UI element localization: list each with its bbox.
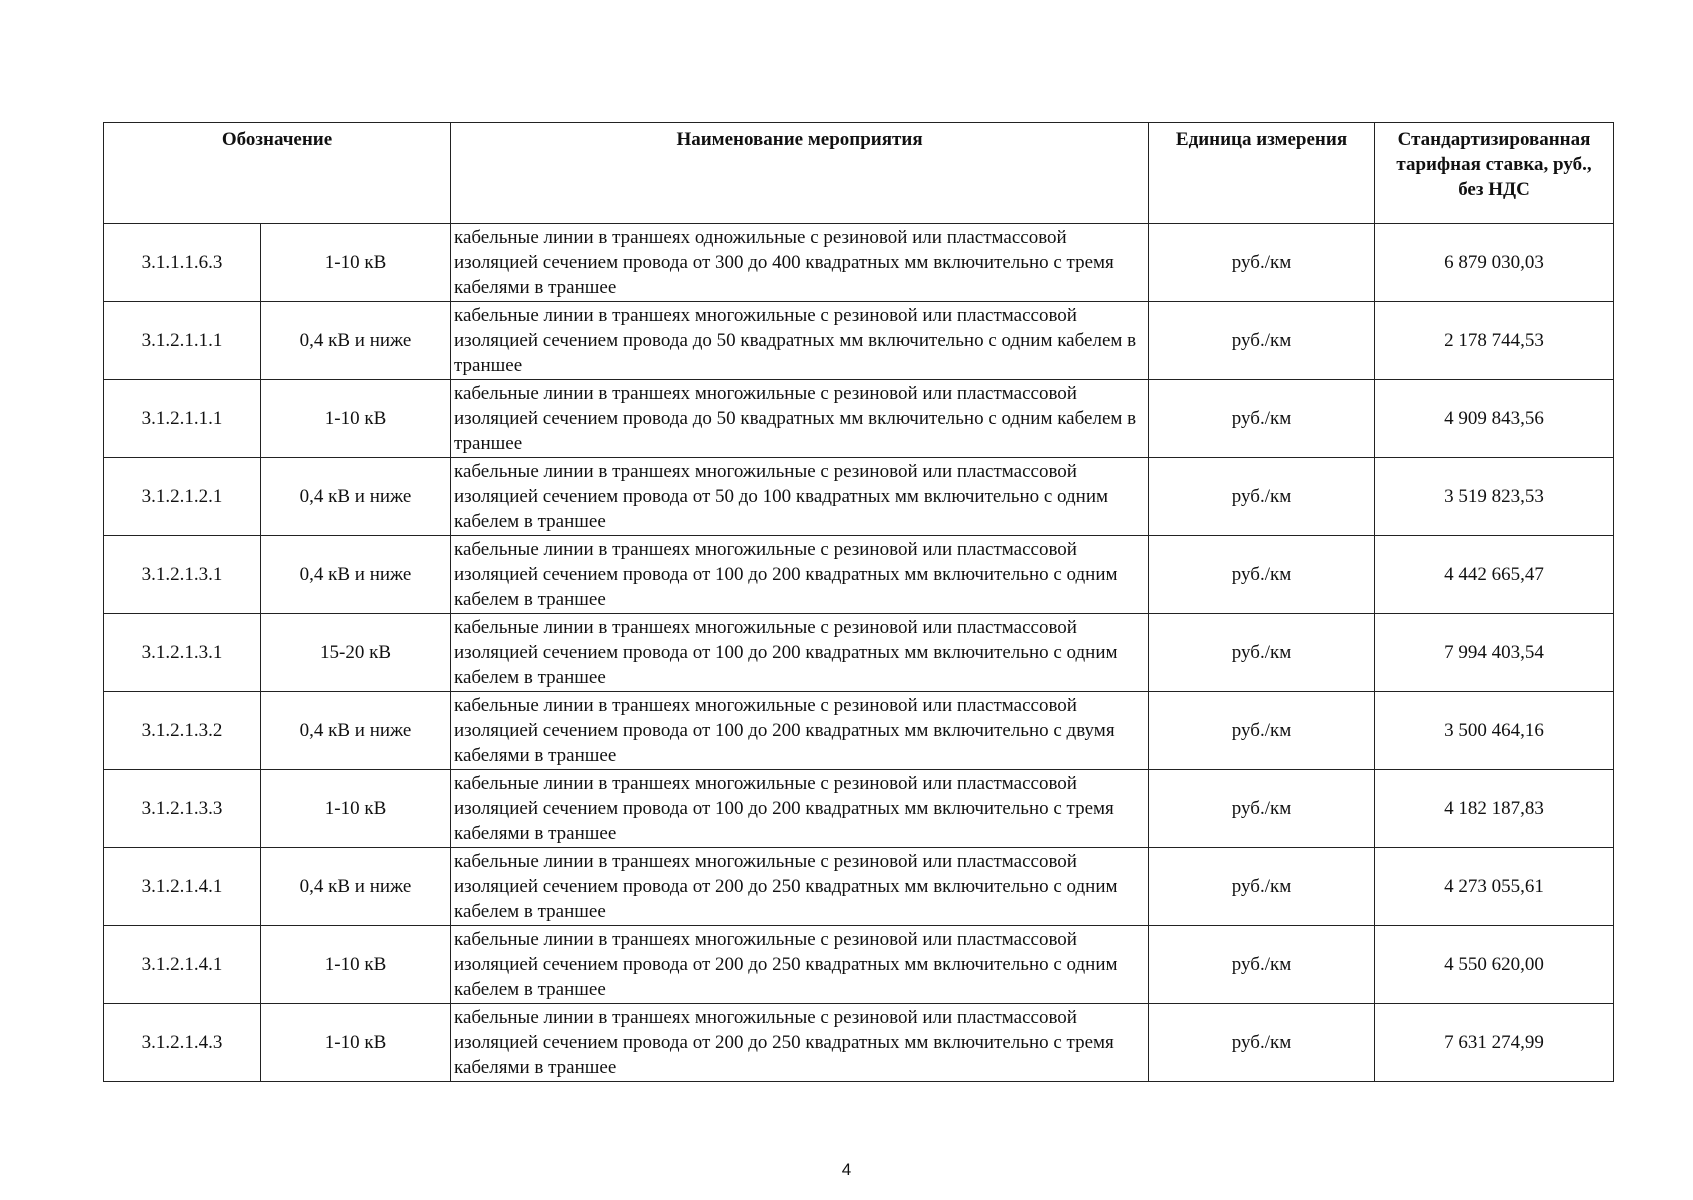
row-name: кабельные линии в траншеях многожильные с резиновой или пластмассовой изоляцией сечением провода от 200 до 250 квадратных мм включительно с одним кабелем в траншее [451, 926, 1149, 1004]
table-row [104, 614, 1614, 692]
row-rate: 4 273 055,61 [1375, 848, 1614, 926]
row-unit: руб./км [1149, 536, 1375, 614]
row-code: 3.1.2.1.3.1 [104, 536, 261, 614]
row-code: 3.1.2.1.2.1 [104, 458, 261, 536]
row-code: 3.1.2.1.3.3 [104, 770, 261, 848]
row-name: кабельные линии в траншеях многожильные с резиновой или пластмассовой изоляцией сечением провода от 100 до 200 квадратных мм включительно с тремя кабелями в траншее [451, 770, 1149, 848]
row-name: кабельные линии в траншеях многожильные с резиновой или пластмассовой изоляцией сечением провода от 200 до 250 квадратных мм включительно с одним кабелем в траншее [451, 848, 1149, 926]
row-rate: 6 879 030,03 [1375, 224, 1614, 302]
row-unit: руб./км [1149, 848, 1375, 926]
row-voltage: 0,4 кВ и ниже [261, 458, 451, 536]
row-rate: 4 550 620,00 [1375, 926, 1614, 1004]
row-code: 3.1.2.1.4.1 [104, 926, 261, 1004]
row-code: 3.1.2.1.3.2 [104, 692, 261, 770]
row-code: 3.1.2.1.4.3 [104, 1004, 261, 1082]
row-name: кабельные линии в траншеях многожильные с резиновой или пластмассовой изоляцией сечением провода до 50 квадратных мм включительно с одним кабелем в траншее [451, 302, 1149, 380]
row-voltage: 1-10 кВ [261, 380, 451, 458]
table-row [104, 848, 1614, 926]
row-unit: руб./км [1149, 614, 1375, 692]
table-row [104, 770, 1614, 848]
row-rate: 4 182 187,83 [1375, 770, 1614, 848]
row-code: 3.1.2.1.1.1 [104, 302, 261, 380]
table-row [104, 692, 1614, 770]
row-code: 3.1.2.1.4.1 [104, 848, 261, 926]
row-rate: 3 500 464,16 [1375, 692, 1614, 770]
page-number: 4 [841, 1160, 852, 1179]
table-row [104, 1004, 1614, 1082]
row-rate: 7 631 274,99 [1375, 1004, 1614, 1082]
row-unit: руб./км [1149, 458, 1375, 536]
table-row [104, 224, 1614, 302]
row-code: 3.1.2.1.1.1 [104, 380, 261, 458]
row-voltage: 0,4 кВ и ниже [261, 848, 451, 926]
header-rate: Стандартизированная тарифная ставка, руб., без НДС [1375, 123, 1614, 224]
row-unit: руб./км [1149, 926, 1375, 1004]
row-voltage: 0,4 кВ и ниже [261, 692, 451, 770]
row-rate: 7 994 403,54 [1375, 614, 1614, 692]
table-row [104, 302, 1614, 380]
row-unit: руб./км [1149, 1004, 1375, 1082]
row-voltage: 0,4 кВ и ниже [261, 536, 451, 614]
row-name: кабельные линии в траншеях многожильные с резиновой или пластмассовой изоляцией сечением провода от 50 до 100 квадратных мм включительно с одним кабелем в траншее [451, 458, 1149, 536]
row-rate: 4 442 665,47 [1375, 536, 1614, 614]
row-unit: руб./км [1149, 770, 1375, 848]
row-voltage: 1-10 кВ [261, 770, 451, 848]
row-unit: руб./км [1149, 302, 1375, 380]
row-code: 3.1.2.1.3.1 [104, 614, 261, 692]
row-unit: руб./км [1149, 692, 1375, 770]
row-voltage: 1-10 кВ [261, 1004, 451, 1082]
row-name: кабельные линии в траншеях многожильные с резиновой или пластмассовой изоляцией сечением провода до 50 квадратных мм включительно с одним кабелем в траншее [451, 380, 1149, 458]
row-name: кабельные линии в траншеях многожильные с резиновой или пластмассовой изоляцией сечением провода от 100 до 200 квадратных мм включительно с одним кабелем в траншее [451, 536, 1149, 614]
table-row [104, 536, 1614, 614]
row-rate: 4 909 843,56 [1375, 380, 1614, 458]
table-row [104, 380, 1614, 458]
row-name: кабельные линии в траншеях многожильные с резиновой или пластмассовой изоляцией сечением провода от 100 до 200 квадратных мм включительно с двумя кабелями в траншее [451, 692, 1149, 770]
row-name: кабельные линии в траншеях многожильные с резиновой или пластмассовой изоляцией сечением провода от 100 до 200 квадратных мм включительно с одним кабелем в траншее [451, 614, 1149, 692]
row-voltage: 0,4 кВ и ниже [261, 302, 451, 380]
row-voltage: 1-10 кВ [261, 224, 451, 302]
table-row [104, 458, 1614, 536]
row-code: 3.1.1.1.6.3 [104, 224, 261, 302]
row-unit: руб./км [1149, 224, 1375, 302]
row-voltage: 1-10 кВ [261, 926, 451, 1004]
header-designation: Обозначение [104, 123, 451, 224]
tariff-table [103, 122, 1614, 1082]
table-row [104, 926, 1614, 1004]
row-name: кабельные линии в траншеях многожильные с резиновой или пластмассовой изоляцией сечением провода от 200 до 250 квадратных мм включительно с тремя кабелями в траншее [451, 1004, 1149, 1082]
row-voltage: 15-20 кВ [261, 614, 451, 692]
row-rate: 3 519 823,53 [1375, 458, 1614, 536]
row-unit: руб./км [1149, 380, 1375, 458]
table-header-row [104, 123, 1614, 224]
row-rate: 2 178 744,53 [1375, 302, 1614, 380]
row-name: кабельные линии в траншеях одножильные с резиновой или пластмассовой изоляцией сечением провода от 300 до 400 квадратных мм включительно с тремя кабелями в траншее [451, 224, 1149, 302]
header-name: Наименование мероприятия [451, 123, 1149, 224]
header-unit: Единица измерения [1149, 123, 1375, 224]
